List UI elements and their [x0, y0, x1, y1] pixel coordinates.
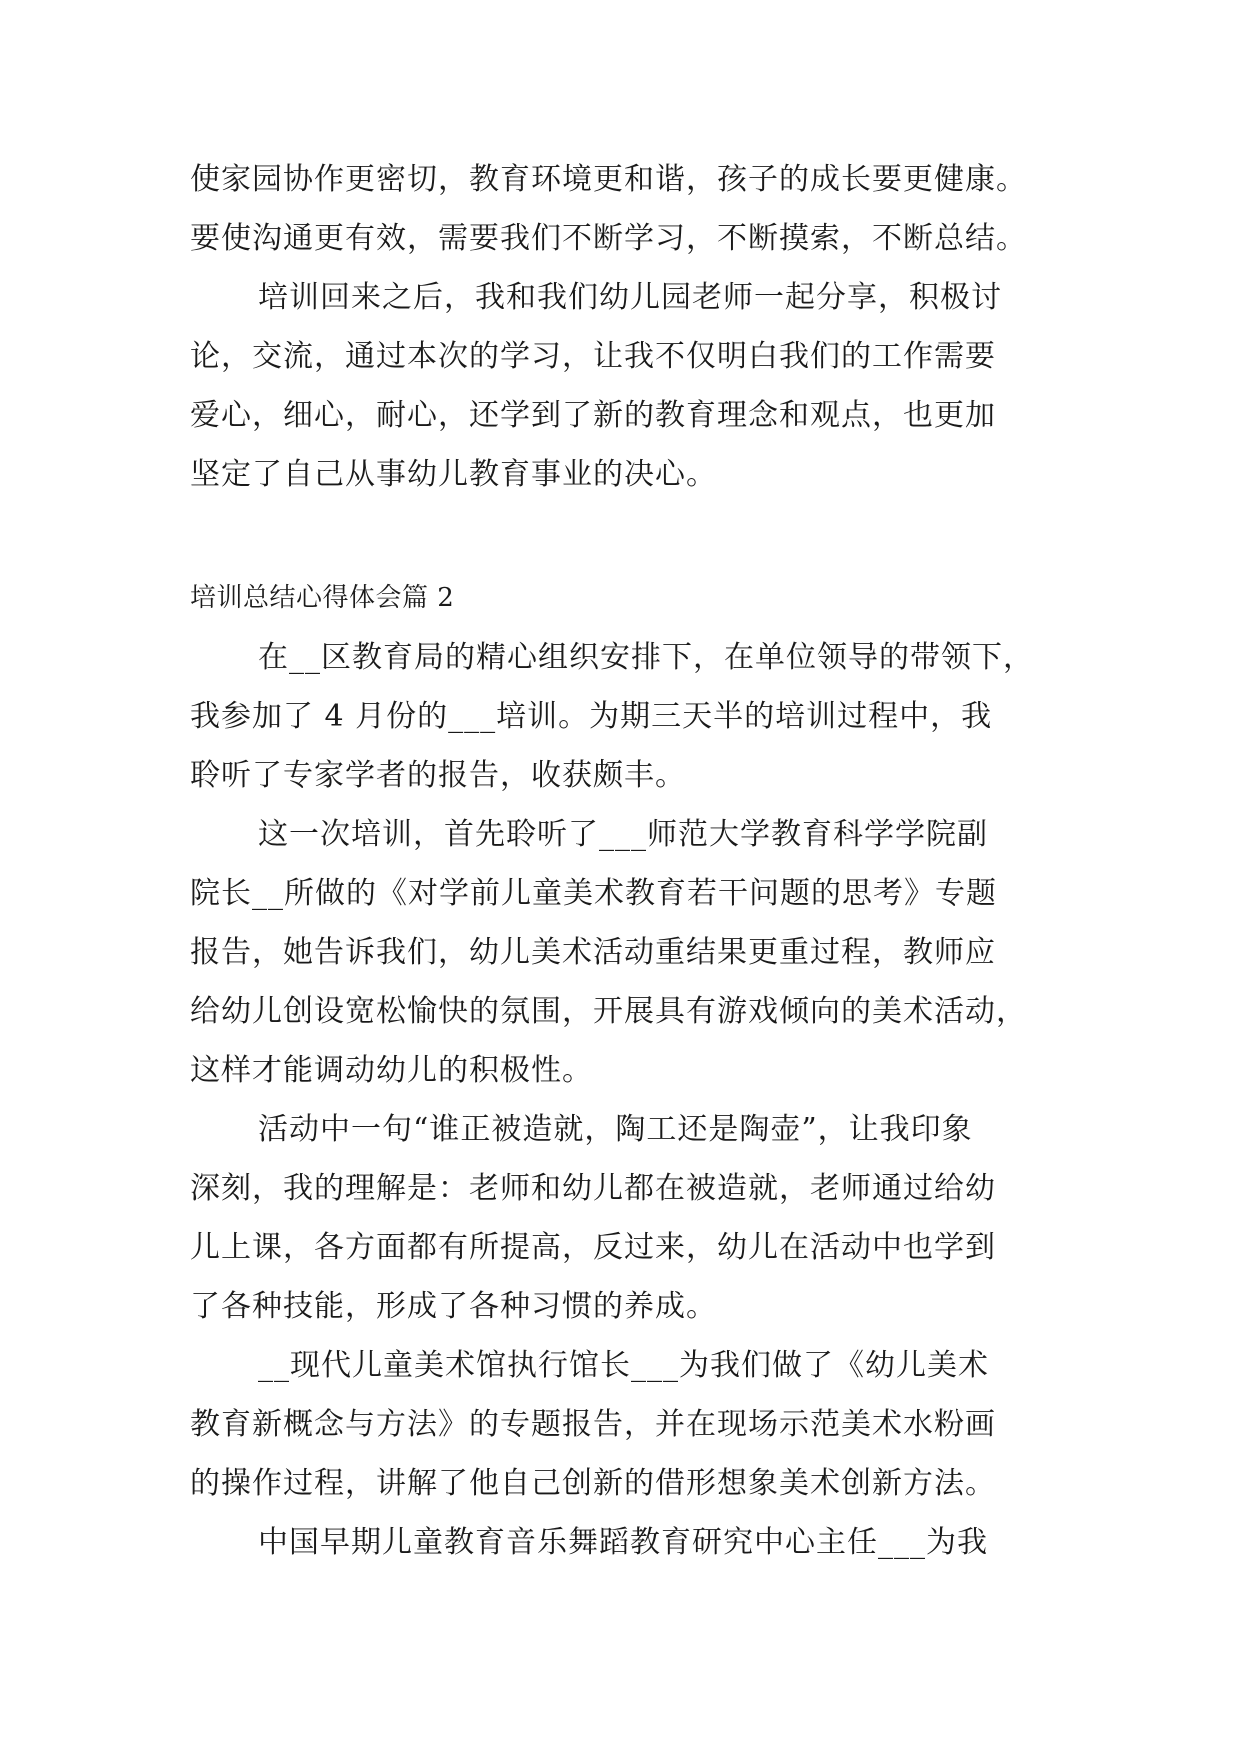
text-line: 坚定了自己从事幼儿教育事业的决心。 — [190, 457, 717, 492]
paragraph-3 — [190, 628, 1070, 805]
text-line: 我参加了 4 月份的___培训。为期三天半的培训过程中，我 — [190, 699, 993, 734]
text-line: 聆听了专家学者的报告，收获颇丰。 — [190, 758, 686, 793]
text-line: 教育新概念与方法》的专题报告，并在现场示范美术水粉画 — [190, 1407, 996, 1442]
text-line: 给幼儿创设宽松愉快的氛围，开展具有游戏倾向的美术活动， — [190, 994, 1027, 1029]
paragraph-1 — [190, 150, 1070, 268]
paragraph-2 — [190, 268, 1070, 504]
text-line: __现代儿童美术馆执行馆长___为我们做了《幼儿美术 — [258, 1348, 989, 1383]
text-line: 爱心，细心，耐心，还学到了新的教育理念和观点，也更加 — [190, 398, 996, 433]
paragraph-6 — [190, 1336, 1070, 1513]
text-line: 要使沟通更有效，需要我们不断学习，不断摸索，不断总结。 — [190, 221, 1027, 256]
text-line: 深刻，我的理解是：老师和幼儿都在被造就，老师通过给幼 — [190, 1171, 996, 1206]
section-spacer — [190, 504, 1070, 569]
text-line: 了各种技能，形成了各种习惯的养成。 — [190, 1289, 717, 1324]
text-line: 在__区教育局的精心组织安排下，在单位领导的带领下， — [258, 640, 1034, 675]
text-line: 使家园协作更密切，教育环境更和谐，孩子的成长要更健康。 — [190, 162, 1027, 197]
text-line: 中国早期儿童教育音乐舞蹈教育研究中心主任___为我 — [258, 1525, 988, 1560]
text-line: 培训回来之后，我和我们幼儿园老师一起分享，积极讨 — [258, 280, 1002, 315]
text-line: 活动中一句“谁正被造就，陶工还是陶壶”，让我印象 — [258, 1112, 973, 1147]
document-body — [190, 150, 1070, 1572]
text-line: 院长__所做的《对学前儿童美术教育若干问题的思考》专题 — [190, 876, 997, 911]
text-line: 儿上课，各方面都有所提高，反过来，幼儿在活动中也学到 — [190, 1230, 996, 1265]
text-line: 这一次培训，首先聆听了___师范大学教育科学学院副 — [258, 817, 988, 852]
paragraph-7 — [190, 1513, 1070, 1572]
text-line: 的操作过程，讲解了他自己创新的借形想象美术创新方法。 — [190, 1466, 996, 1501]
text-line: 论，交流，通过本次的学习，让我不仅明白我们的工作需要 — [190, 339, 996, 374]
text-line: 报告，她告诉我们，幼儿美术活动重结果更重过程，教师应 — [190, 935, 996, 970]
paragraph-4 — [190, 805, 1070, 1100]
paragraph-5 — [190, 1100, 1070, 1336]
text-line: 这样才能调动幼儿的积极性。 — [190, 1053, 593, 1088]
section-title: 培训总结心得体会篇 2 — [190, 583, 455, 613]
